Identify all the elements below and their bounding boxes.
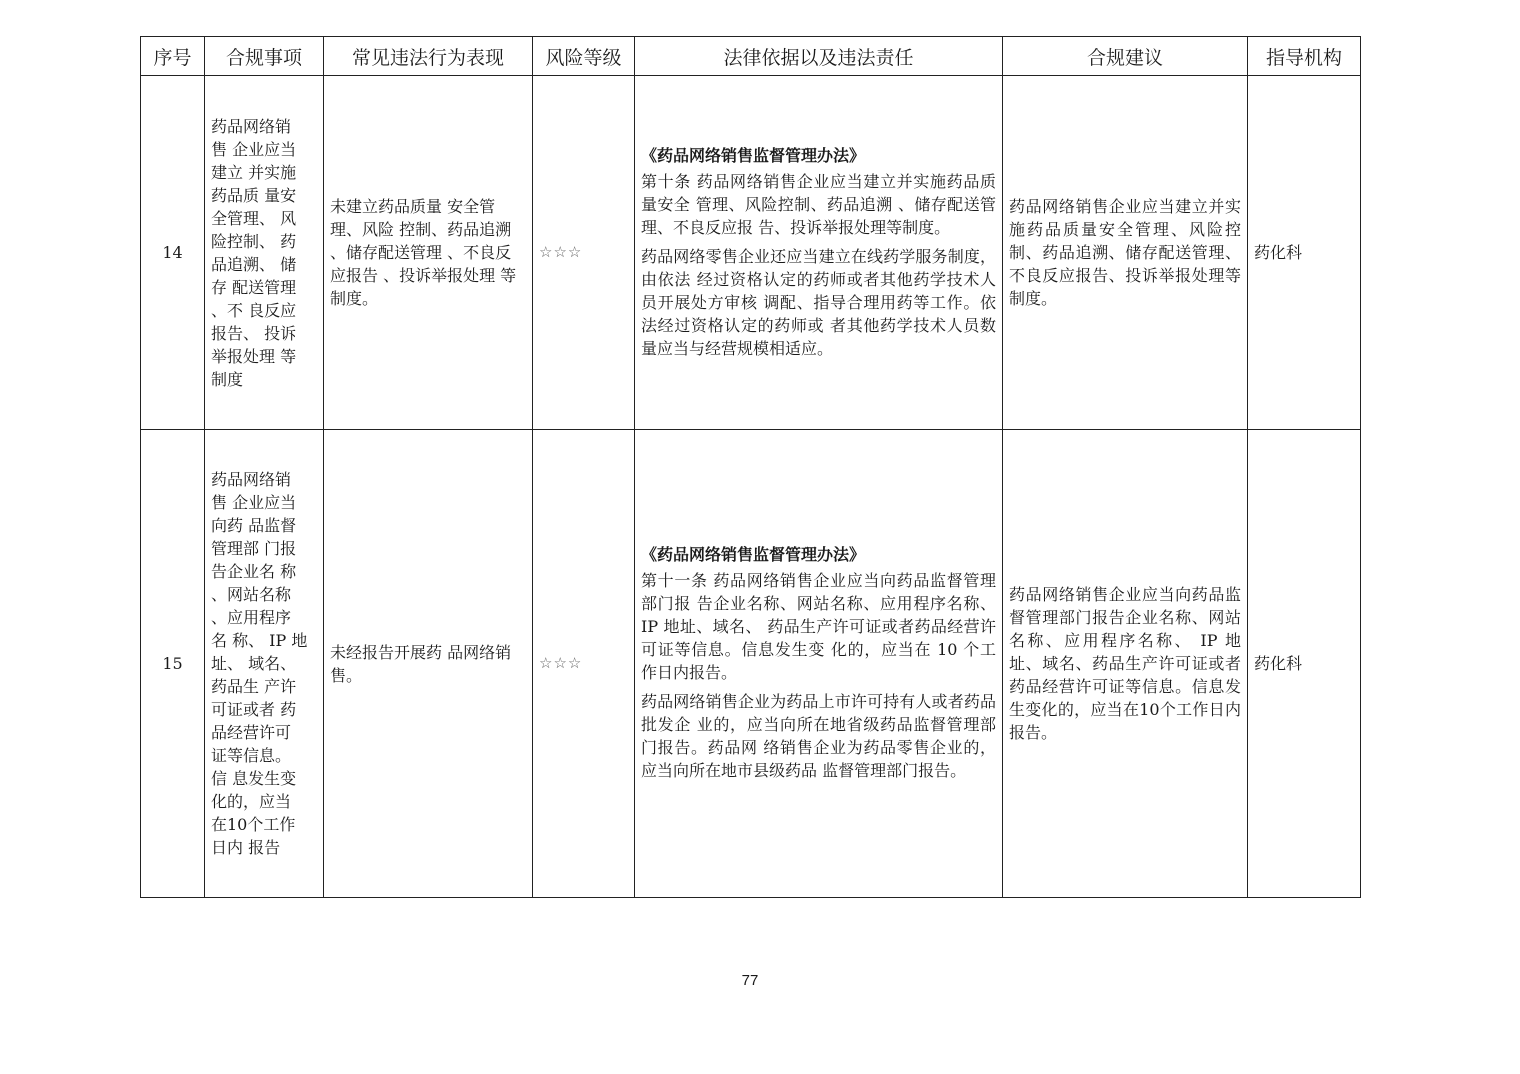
row-suggestion: 药品网络销售企业应当建立并实施药品质量安全管理、风险控制、药品追溯、储存配送管理、不良反应报告、投诉举报处理等制度。 — [1003, 76, 1248, 430]
header-risk: 风险等级 — [533, 37, 635, 76]
row-item: 药品网络销 售 企业应当 向药 品监督 管理部 门报 告企业名 称 、网站名称 、应用程序 名 称、 IP 地 址、 域名、 药品生 产许 可证或者 药 品经营许可 证等信息。 信 息发生变 化的，应当 在10个工作 日内 报告 — [205, 430, 324, 898]
row-seq: 15 — [141, 430, 205, 898]
page-number: 77 — [741, 972, 759, 989]
header-seq: 序号 — [141, 37, 205, 76]
law-paragraph: 第十条 药品网络销售企业应当建立并实施药品质量安全 管理、风险控制、药品追溯 、储存配送管理、不良反应报 告、投诉举报处理等制度。 — [641, 171, 996, 237]
row-suggestion: 药品网络销售企业应当向药品监督管理部门报告企业名称、网站名称、应用程序名称、 IP 地址、域名、药品生产许可证或者药品经营许可证等信息。信息发生变化的，应当在10个工作日内报告。 — [1003, 430, 1248, 898]
row-org: 药化科 — [1248, 430, 1361, 898]
row-seq: 14 — [141, 76, 205, 430]
table-row — [141, 430, 1361, 898]
table-row — [141, 76, 1361, 430]
row-legal-basis — [635, 430, 1003, 898]
header-item: 合规事项 — [205, 37, 324, 76]
header-legal-basis: 法律依据以及违法责任 — [635, 37, 1003, 76]
row-legal-basis — [635, 76, 1003, 430]
law-paragraph: 第十一条 药品网络销售企业应当向药品监督管理部门报 告企业名称、网站名称、应用程序名称、 IP 地址、域名、 药品生产许可证或者药品经营许可证等信息。信息发生变 化的，应当在 10 个工作日内报告。 — [641, 571, 996, 682]
law-paragraph: 药品网络销售企业为药品上市许可持有人或者药品批发企 业的，应当向所在地省级药品监督管理部门报告。药品网 络销售企业为药品零售企业的，应当向所在地市县级药品 监督管理部门报告。 — [641, 692, 996, 780]
law-title: 《药品网络销售监督管理办法》 — [641, 545, 866, 564]
header-violation: 常见违法行为表现 — [324, 37, 533, 76]
compliance-table — [140, 36, 1361, 898]
row-org: 药化科 — [1248, 76, 1361, 430]
header-row — [141, 37, 1361, 76]
risk-stars: ☆☆☆ — [533, 76, 635, 430]
row-violation: 未建立药品质量 安全管理、风险 控制、药品追溯 、储存配送管理 、不良反应报告 、投诉举报处理 等制度。 — [324, 76, 533, 430]
row-item: 药品网络销 售 企业应当 建立 并实施 药品质 量安 全管理、 风 险控制、 药 品追溯、 储 存 配送管理 、不 良反应 报告、 投诉 举报处理 等 制度 — [205, 76, 324, 430]
risk-stars: ☆☆☆ — [533, 430, 635, 898]
law-paragraph: 药品网络零售企业还应当建立在线药学服务制度，由依法 经过资格认定的药师或者其他药学技术人员开展处方审核 调配、指导合理用药等工作。依法经过资格认定的药师或 者其他药学技术人员数量应当与经营规模相适应。 — [641, 246, 996, 358]
header-suggestion: 合规建议 — [1003, 37, 1248, 76]
law-title: 《药品网络销售监督管理办法》 — [641, 145, 866, 165]
row-violation: 未经报告开展药 品网络销售。 — [324, 430, 533, 898]
header-org: 指导机构 — [1248, 37, 1361, 76]
